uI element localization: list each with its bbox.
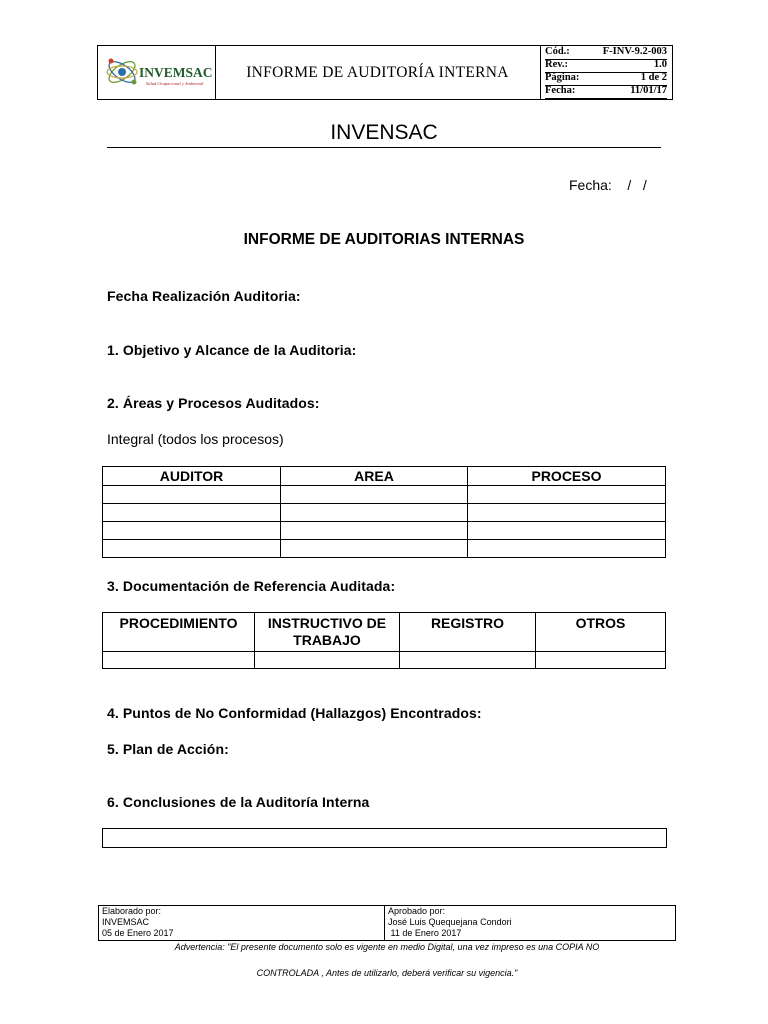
table-header-row <box>103 613 666 652</box>
divider <box>107 147 661 148</box>
column-header: REGISTRO <box>400 613 536 652</box>
report-title: INFORME DE AUDITORIAS INTERNAS <box>243 231 525 248</box>
table-row <box>103 652 666 669</box>
column-header: OTROS <box>536 613 666 652</box>
company-logo <box>98 46 216 99</box>
table-row <box>103 504 666 522</box>
column-header: AUDITOR <box>103 467 281 486</box>
table-row <box>103 486 666 504</box>
warning-text: CONTROLADA , Antes de utilizarlo, deberá verificar su vigencia." <box>256 968 518 978</box>
meta-revision: Rev.: 1.0 <box>545 59 667 73</box>
approval-footer <box>98 905 676 941</box>
column-header: AREA <box>281 467 468 486</box>
audit-date-label: Fecha Realización Auditoria: <box>107 288 301 304</box>
section-action-plan: 5. Plan de Acción: <box>107 741 229 757</box>
approved-by: Aprobado por: José Luis Quequejana Condori 11 de Enero 2017 <box>384 906 678 940</box>
date-field: Fecha: / / <box>569 177 647 193</box>
document-title: INFORME DE AUDITORÍA INTERNA <box>215 46 541 99</box>
prepared-by: Elaborado por: INVEMSAC 05 de Enero 2017 <box>102 906 174 938</box>
column-header: PROCEDIMIENTO <box>103 613 255 652</box>
table-row <box>103 522 666 540</box>
document-meta <box>541 46 672 99</box>
conclusions-box <box>102 828 667 848</box>
table-row <box>103 540 666 558</box>
section-objective: 1. Objetivo y Alcance de la Auditoria: <box>107 342 357 358</box>
auditor-table <box>102 466 666 558</box>
areas-text: Integral (todos los procesos) <box>107 431 284 447</box>
document-header <box>97 45 673 100</box>
meta-page: Página: 1 de 2 <box>545 72 667 86</box>
column-header: PROCESO <box>468 467 666 486</box>
section-conclusions: 6. Conclusiones de la Auditoría Interna <box>107 794 370 810</box>
logo-emblem-icon <box>98 46 215 99</box>
meta-code: Cód.: F-INV-9.2-003 <box>545 46 667 60</box>
documentation-table <box>102 612 666 669</box>
company-name: INVENSAC <box>330 121 438 144</box>
warning-text: Advertencia: "El presente documento solo es vigente en medio Digital, una vez impreso es una COPIA NO <box>174 942 600 952</box>
logo-text: INVEMSAC <box>139 65 213 80</box>
section-areas: 2. Áreas y Procesos Auditados: <box>107 395 320 411</box>
column-header: INSTRUCTIVO DE TRABAJO <box>255 613 400 652</box>
svg-text:Salud Ocupacional y Ambiental: Salud Ocupacional y Ambiental <box>146 81 204 86</box>
meta-date: Fecha: 11/01/17 <box>545 85 667 99</box>
table-header-row <box>103 467 666 486</box>
section-nonconformity: 4. Puntos de No Conformidad (Hallazgos) Encontrados: <box>107 705 482 721</box>
section-documentation: 3. Documentación de Referencia Auditada: <box>107 578 396 594</box>
